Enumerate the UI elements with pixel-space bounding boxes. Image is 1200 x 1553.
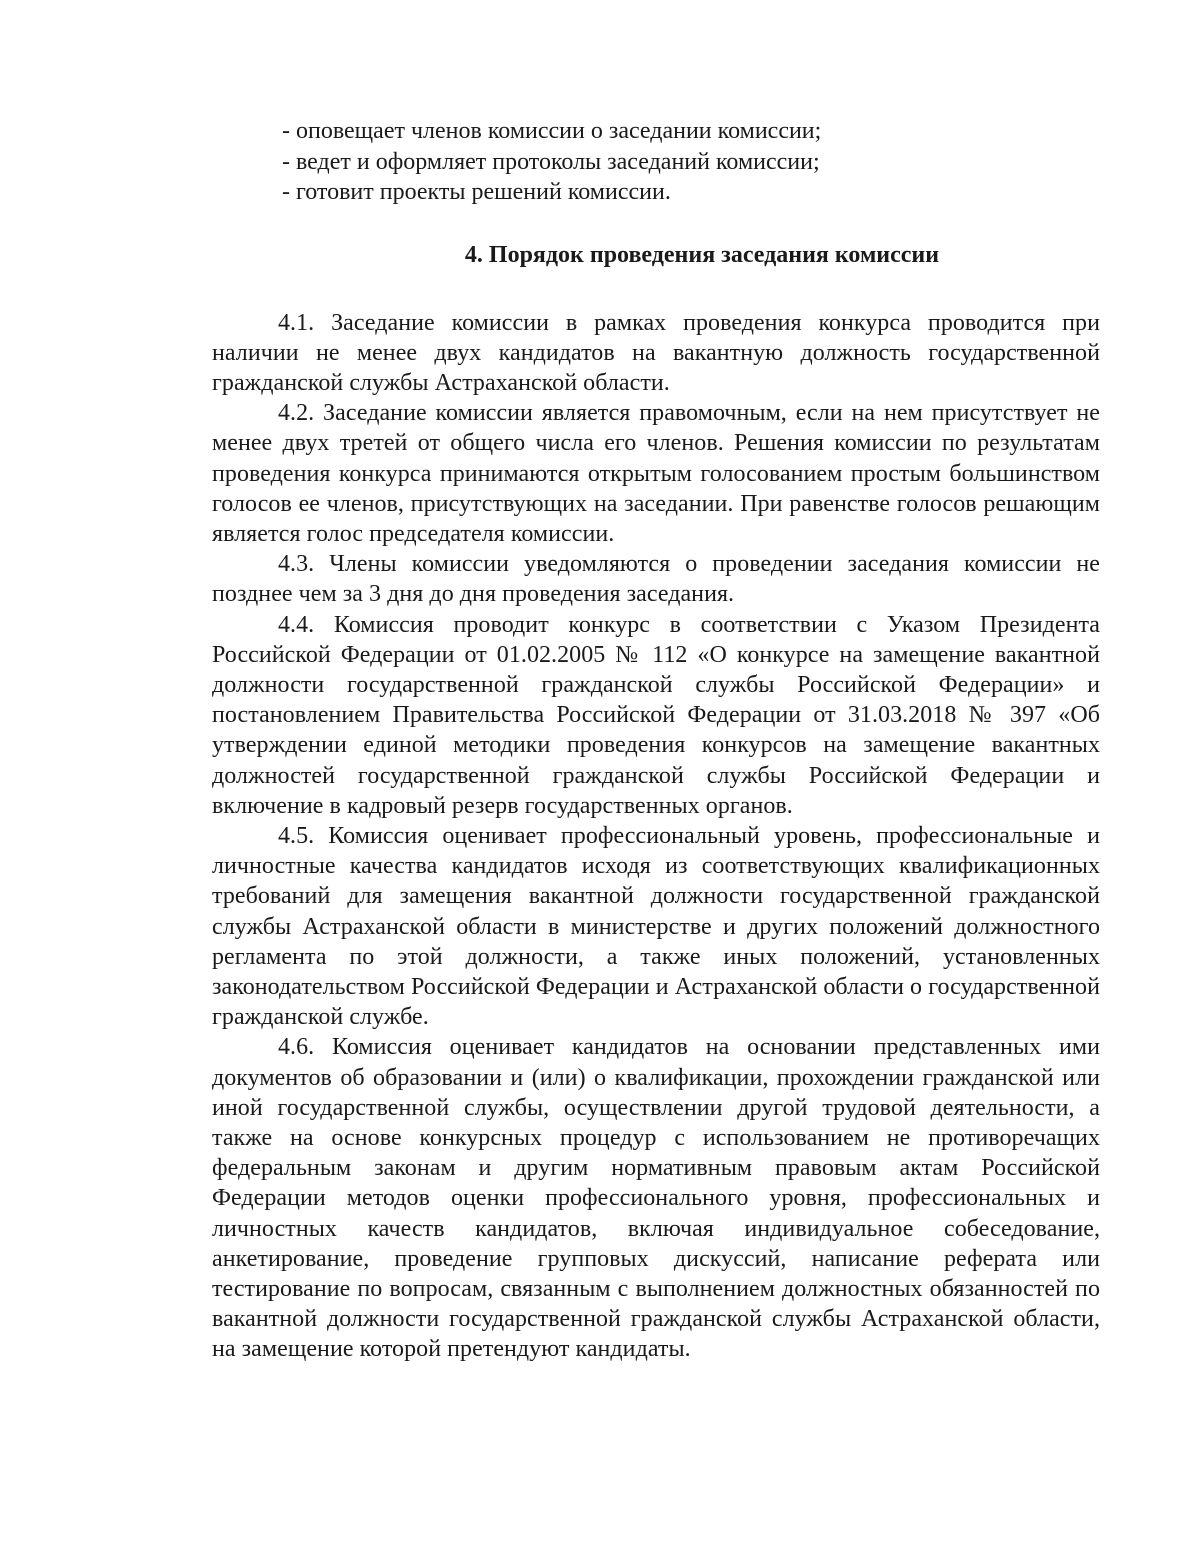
list-item: - оповещает членов комиссии о заседании комиссии;	[282, 118, 822, 144]
paragraph-4-6: 4.6. Комиссия оценивает кандидатов на основании представленных ими документов об образовании и (или) о квалификации, прохождении гражданской или иной государственной службы, осуществлении другой трудовой деятельности, а также на основе конкурсных процедур с использованием не противоречащих федеральным законам и другим нормативным правовым актам Российской Федерации методов оценки профессионального уровня, профессиональных и личностных качеств кандидатов, включая индивидуальное собеседование, анкетирование, проведение групповых дискуссий, написание реферата или тестирование по вопросам, связанным с выполнением должностных обязанностей по вакантной должности государственной гражданской службы Астраханской области, на замещение которой претендуют кандидаты.	[212, 1034, 1100, 1363]
document-page	[212, 116, 1100, 1365]
section-title: 4. Порядок проведения заседания комиссии	[464, 241, 940, 268]
paragraph-4-2: 4.2. Заседание комиссии является правомочным, если на нем присутствует не менее двух третей от общего числа его членов. Решения комиссии по результатам проведения конкурса принимаются открытым голосованием простым большинством голосов ее членов, присутствующих на заседании. При равенстве голосов решающим является голос председателя комиссии.	[212, 400, 1100, 547]
paragraph-4-1: 4.1. Заседание комиссии в рамках проведения конкурса проводится при наличии не менее двух кандидатов на вакантную должность государственной гражданской службы Астраханской области.	[212, 309, 1100, 396]
duties-list	[282, 116, 1100, 208]
section-body	[212, 308, 1100, 1365]
paragraph-4-3: 4.3. Члены комиссии уведомляются о проведении заседания комиссии не позднее чем за 3 дня до дня проведения заседания.	[212, 551, 1100, 608]
paragraph-4-5: 4.5. Комиссия оценивает профессиональный уровень, профессиональные и личностные качества кандидатов исходя из соответствующих квалификационных требований для замещения вакантной должности государственной гражданской службы Астраханской области в министерстве и других положений должностного регламента по этой должности, а также иных положений, установленных законодательством Российской Федерации и Астраханской области о государственной гражданской службе.	[212, 822, 1100, 1031]
paragraph-4-4: 4.4. Комиссия проводит конкурс в соответствии с Указом Президента Российской Федерации от 01.02.2005 № 112 «О конкурсе на замещение вакантной должности государственной гражданской службы Российской Федерации» и постановлением Правительства Российской Федерации от 31.03.2018 № 397 «Об утверждении единой методики проведения конкурсов на замещение вакантных должностей государственной гражданской службы Российской Федерации и включение в кадровый резерв государственных органов.	[212, 611, 1100, 819]
list-item: - готовит проекты решений комиссии.	[282, 179, 671, 205]
list-item: - ведет и оформляет протоколы заседаний комиссии;	[282, 148, 820, 175]
